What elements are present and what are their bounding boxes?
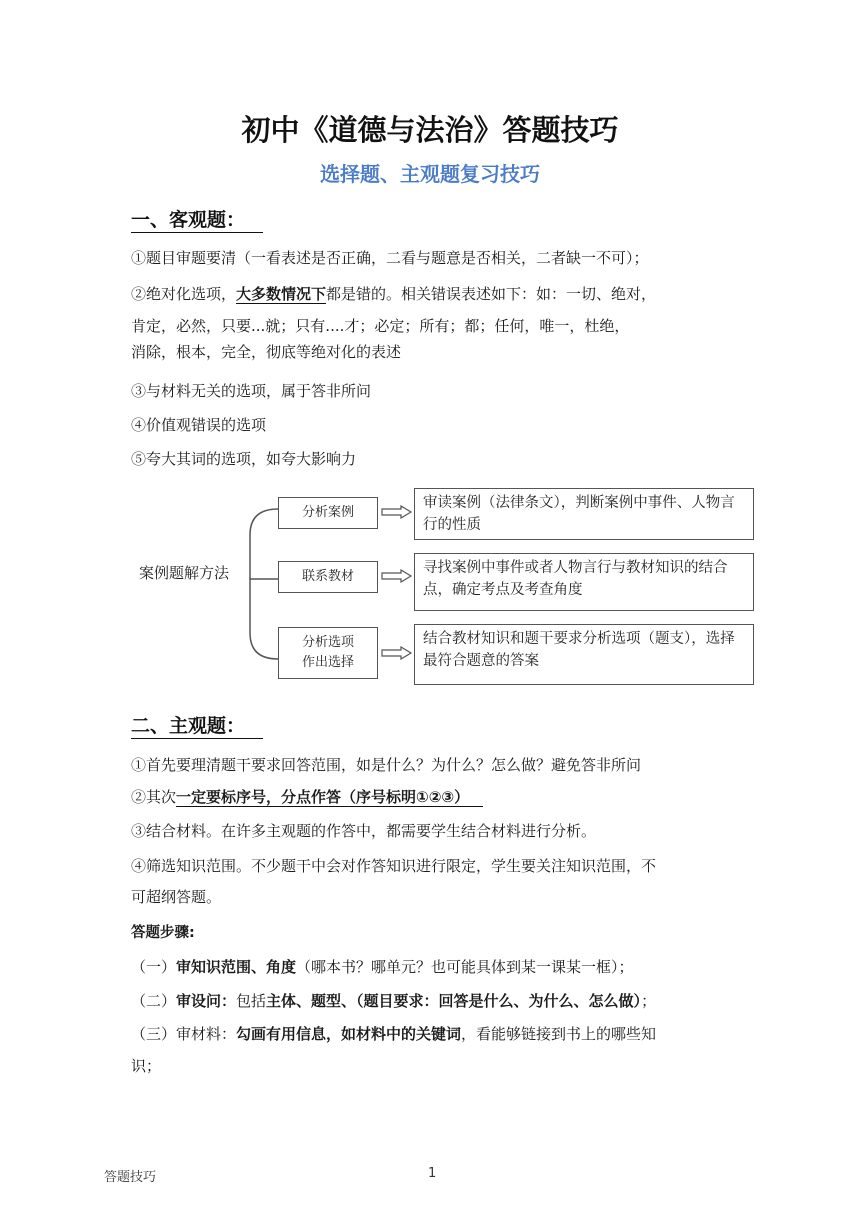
answer-step-3 [131,1024,656,1044]
diagram-step-3-label-line2: 作出选择 [301,655,354,670]
objective-item-5: ⑤夸大其词的选项，如夸大影响力 [131,450,357,468]
arrow-icon [381,569,413,583]
diagram-step-2-box [278,561,378,593]
subjective-item-4-line2: 可超纲答题。 [131,888,222,906]
diagram-step-1-desc: 审读案例（法律条文），判断案例中事件、人物言行的性质 [414,488,754,540]
document-subtitle: 选择题、主观题复习技巧 [320,162,540,186]
subjective-item-1: ①首先要理清题干要求回答范围，如是什么？为什么？怎么做？避免答非所问 [131,756,642,774]
answer-step-1-bold: 审知识范围、角度 [176,958,297,976]
answer-step-1-num: （一） [131,958,177,976]
document-title: 初中《道德与法治》答题技巧 [241,113,619,147]
objective-item-2-line2: 肯定，必然，只要...就；只有....才；必定；所有；都；任何，唯一，杜绝， [131,317,630,335]
answer-step-3-num: （三） [131,1025,177,1043]
objective-item-2 [131,284,656,304]
page-number: 1 [428,1166,437,1181]
subjective-item-3: ③结合材料。在许多主观题的作答中，都需要学生结合材料进行分析。 [131,822,597,840]
answer-step-3-rest: ，看能够链接到书上的哪些知 [461,1025,657,1043]
objective-item-2-prefix: ②绝对化选项， [131,285,237,303]
diagram-step-2-desc: 寻找案例中事件或者人物言行与教材知识的结合点，确定考点及考查角度 [414,553,754,611]
answer-step-2-num: （二） [131,992,177,1010]
section-heading-subjective: 二、主观题： [131,714,263,739]
subjective-item-4-line1: ④筛选知识范围。不少题干中会对作答知识进行限定，学生要关注知识范围，不 [131,857,657,875]
subjective-item-2-emphasis: 一定要标序号，分点作答（序号标明①②③） [176,788,483,807]
objective-item-4: ④价值观错误的选项 [131,416,267,434]
diagram-step-3-label-line1: 分析选项 [301,635,354,650]
objective-item-2-emphasis: 大多数情况下 [236,285,327,303]
answer-step-2-end: ； [641,992,657,1010]
answer-step-3-bold: 勾画有用信息，如材料中的关键词 [236,1025,462,1043]
subjective-item-2 [131,787,483,807]
diagram-step-1-label: 分析案例 [301,505,354,520]
diagram-root-label: 案例题解方法 [139,564,230,582]
arrow-icon [381,646,413,660]
answer-step-2-mid: 包括 [236,992,267,1010]
diagram-step-1-box [278,497,378,529]
answer-step-3-mid: 审材料： [176,1025,237,1043]
footer-label: 答题技巧 [104,1170,157,1185]
answer-step-2-bold2: 主体、题型、（题目要求：回答是什么、为什么、怎么做） [266,992,642,1010]
diagram-bracket [240,505,280,665]
answer-step-2 [131,991,656,1011]
answer-step-3-line2: 识； [131,1057,162,1075]
objective-item-2-suffix: 都是错的。相关错误表述如下：如：一切、绝对， [326,285,657,303]
arrow-icon [381,505,413,519]
subjective-item-2-prefix: ②其次 [131,788,177,806]
answer-step-2-bold1: 审设问： [176,992,237,1010]
objective-item-3: ③与材料无关的选项，属于答非所问 [131,382,372,400]
diagram-step-3-box [278,627,378,679]
diagram-step-2-label: 联系教材 [301,569,354,584]
answer-step-1-rest: （哪本书？哪单元？也可能具体到某一课某一框）； [296,958,634,976]
objective-item-2-line3: 消除，根本，完全，彻底等绝对化的表述 [131,343,402,361]
section-heading-objective: 一、客观题： [131,208,263,233]
diagram-step-3-desc: 结合教材知识和题干要求分析选项（题支），选择最符合题意的答案 [414,624,754,685]
answer-step-1 [131,957,634,977]
answer-steps-heading: 答题步骤: [131,925,195,941]
objective-item-1: ①题目审题要清（一看表述是否正确，二看与题意是否相关，二者缺一不可）； [131,249,649,267]
